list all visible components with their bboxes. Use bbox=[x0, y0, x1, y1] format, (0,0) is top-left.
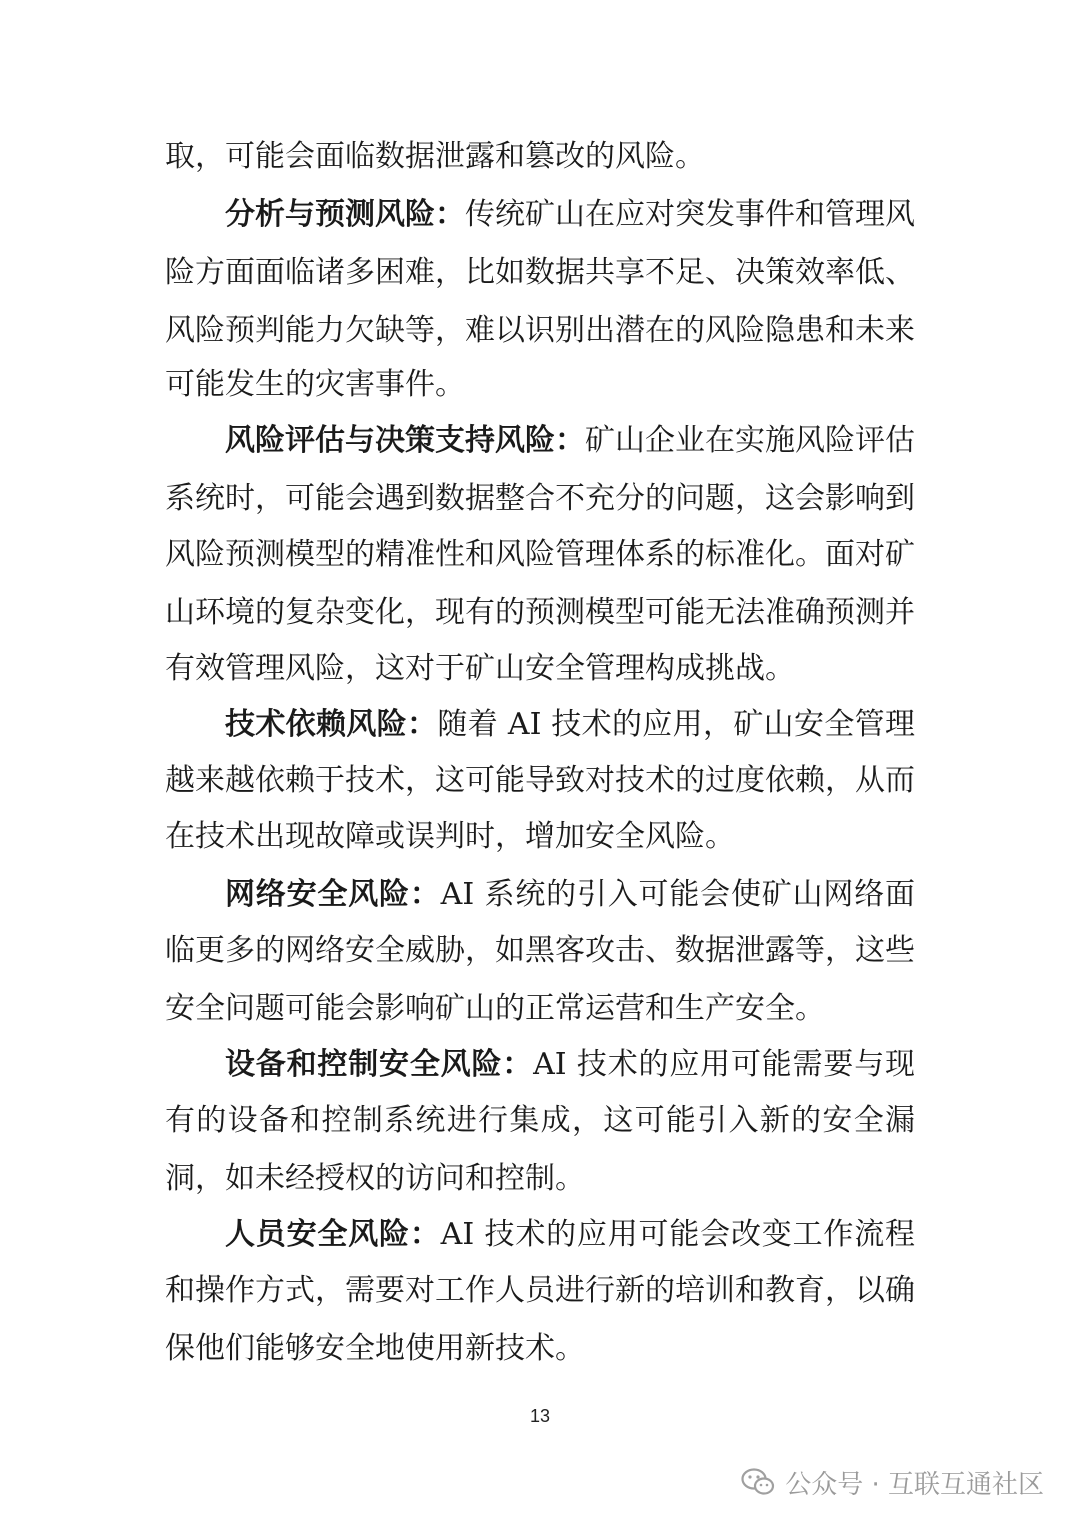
text-line: 越来越依赖于技术，这可能导致对技术的过度依赖，从而 bbox=[165, 763, 915, 798]
paragraph-heading: 风险评估与决策支持风险： bbox=[225, 423, 585, 458]
paragraph-text: AI 技术的应用可能需要与现 bbox=[533, 1047, 915, 1082]
text-line: 险方面面临诸多困难，比如数据共享不足、决策效率低、 bbox=[165, 255, 915, 290]
text-line: 在技术出现故障或误判时，增加安全风险。 bbox=[165, 819, 735, 854]
watermark-text: 公众号 · 互联互通社区 bbox=[785, 1469, 1044, 1500]
text-line: 可能发生的灾害事件。 bbox=[165, 367, 465, 402]
watermark bbox=[741, 1452, 1044, 1512]
paragraph-first-line bbox=[225, 1206, 915, 1264]
text-line: 临更多的网络安全威胁，如黑客攻击、数据泄露等，这些 bbox=[165, 933, 915, 968]
paragraph-heading: 分析与预测风险： bbox=[225, 197, 465, 232]
wechat-icon bbox=[741, 1467, 775, 1497]
text-line: 安全问题可能会影响矿山的正常运营和生产安全。 bbox=[165, 991, 825, 1026]
paragraph-first-line bbox=[225, 186, 915, 244]
text-line: 洞，如未经授权的访问和控制。 bbox=[165, 1161, 585, 1196]
paragraph-text: 传统矿山在应对突发事件和管理风 bbox=[465, 197, 915, 232]
paragraph-text: 随着 AI 技术的应用，矿山安全管理 bbox=[437, 707, 915, 742]
paragraph-first-line bbox=[225, 696, 915, 754]
text-line: 山环境的复杂变化，现有的预测模型可能无法准确预测并 bbox=[165, 595, 915, 630]
text-line: 有的设备和控制系统进行集成，这可能引入新的安全漏 bbox=[165, 1103, 915, 1138]
paragraph-text: 矿山企业在实施风险评估 bbox=[585, 423, 915, 458]
text-line: 风险预判能力欠缺等，难以识别出潜在的风险隐患和未来 bbox=[165, 313, 915, 348]
paragraph-first-line bbox=[225, 866, 915, 924]
text-line: 有效管理风险，这对于矿山安全管理构成挑战。 bbox=[165, 651, 795, 686]
text-line: 风险预测模型的精准性和风险管理体系的标准化。面对矿 bbox=[165, 537, 915, 572]
paragraph-text: AI 系统的引入可能会使矿山网络面 bbox=[440, 877, 915, 912]
text-line: 取，可能会面临数据泄露和篡改的风险。 bbox=[165, 139, 705, 174]
paragraph-text: AI 技术的应用可能会改变工作流程 bbox=[440, 1217, 915, 1252]
paragraph-heading: 网络安全风险： bbox=[225, 877, 441, 912]
text-line: 保他们能够安全地使用新技术。 bbox=[165, 1331, 585, 1366]
paragraph-heading: 设备和控制安全风险： bbox=[225, 1047, 534, 1082]
paragraph-heading: 技术依赖风险： bbox=[225, 707, 438, 742]
paragraph-heading: 人员安全风险： bbox=[225, 1217, 441, 1252]
text-line: 和操作方式，需要对工作人员进行新的培训和教育，以确 bbox=[165, 1273, 915, 1308]
text-line: 系统时，可能会遇到数据整合不充分的问题，这会影响到 bbox=[165, 481, 915, 516]
paragraph-first-line bbox=[225, 412, 915, 470]
page-number: 13 bbox=[529, 1406, 551, 1426]
paragraph-first-line bbox=[225, 1036, 915, 1094]
